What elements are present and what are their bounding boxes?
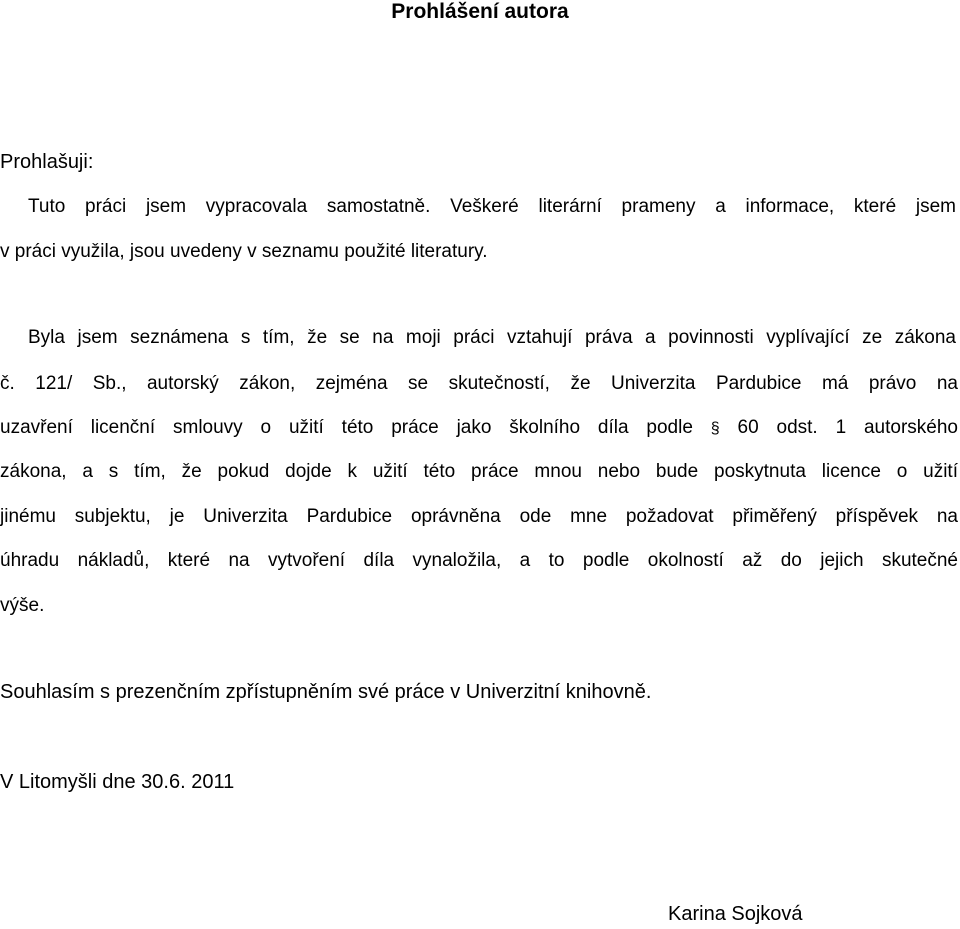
para2-line7: výše. (0, 595, 45, 616)
para2-line2: č. 121/ Sb., autorský zákon, zejména se skutečností, že Univerzita Pardubice má právo na (0, 373, 958, 394)
place-date: V Litomyšli dne 30.6. 2011 (0, 771, 235, 793)
section-symbol: § (710, 420, 720, 437)
signature-name: Karina Sojková (668, 903, 803, 925)
para2-line4: zákona, a s tím, že pokud dojde k užití této práce mnou nebo bude poskytnuta licence o užití (0, 461, 958, 482)
para2-line1: Byla jsem seznámena s tím, že se na moji práci vztahují práva a povinnosti vyplívající ze zákona (28, 327, 956, 348)
declaration-intro: Prohlašuji: (0, 151, 94, 173)
para2-line3 (0, 416, 958, 440)
para2-line3-before: uzavření licenční smlouvy o užití této práce jako školního díla podle (0, 417, 693, 438)
consent-statement: Souhlasím s prezenčním zpřístupněním své práce v Univerzitní knihovně. (0, 681, 652, 703)
document-title: Prohlášení autora (391, 0, 569, 23)
para1-line2: v práci využila, jsou uvedeny v seznamu použité literatury. (0, 241, 488, 262)
para2-line6: úhradu nákladů, které na vytvoření díla vynaložila, a to podle okolností až do jejich skutečné (0, 550, 958, 571)
para2-line3-after: 60 odst. 1 autorského (737, 417, 958, 438)
para2-line5: jinému subjektu, je Univerzita Pardubice oprávněna ode mne požadovat přiměřený příspěvek na (0, 506, 958, 527)
para1-line1: Tuto práci jsem vypracovala samostatně. Veškeré literární prameny a informace, které jsem (28, 196, 956, 217)
